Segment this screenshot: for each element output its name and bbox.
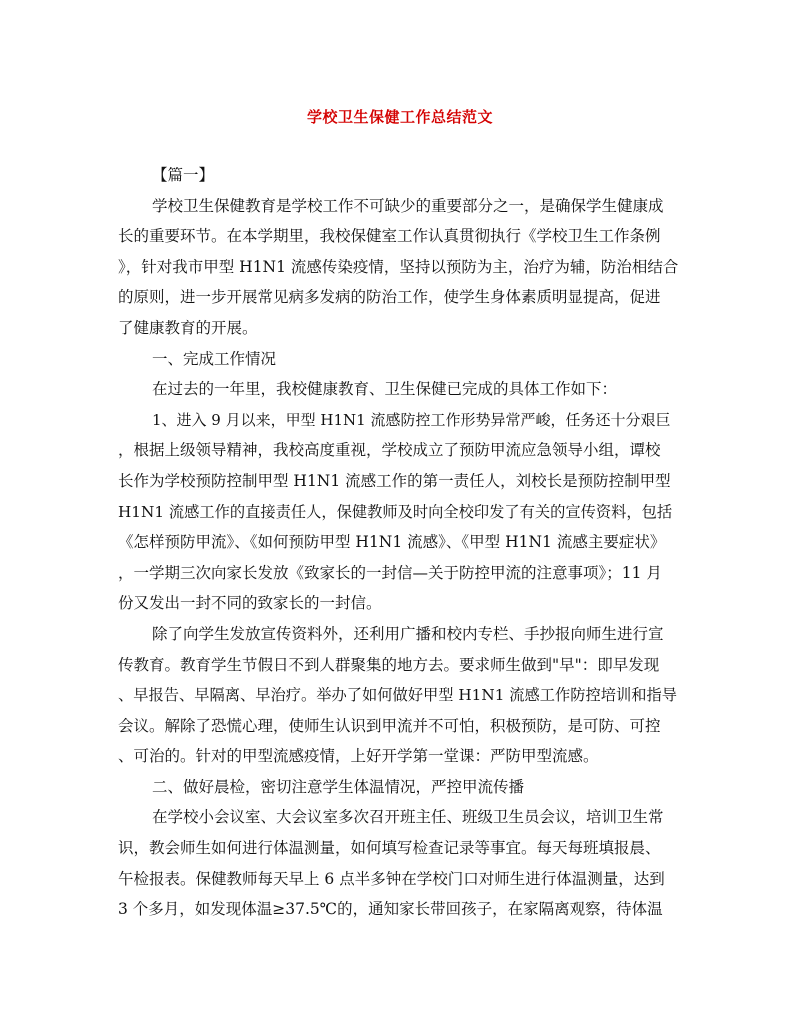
text-line: 午检报表。保健教师每天早上 6 点半多钟在学校门口对师生进行体温测量，达到: [118, 869, 665, 888]
text-line: 长作为学校预防控制甲型 H1N1 流感工作的第一责任人，刘校长是预防控制甲型: [118, 471, 671, 490]
text-line: 二、做好晨检，密切注意学生体温情况，严控甲流传播: [152, 777, 525, 796]
document-body: [118, 160, 678, 925]
text-line: 除了向学生发放宣传资料外，还利用广播和校内专栏、手抄报向师生进行宣: [152, 624, 664, 643]
text-line: ，根据上级领导精神，我校高度重视，学校成立了预防甲流应急领导小组，谭校: [118, 441, 661, 460]
text-line: 、早报告、早隔离、早治疗。举办了如何做好甲型 H1N1 流感工作防控培训和指导: [118, 686, 677, 705]
text-line: 》，针对我市甲型 H1N1 流感传染疫情，坚持以预防为主，治疗为辅，防治相结合: [118, 257, 678, 276]
text-line: ，一学期三次向家长发放《致家长的一封信—关于防控甲流的注意事项》；11 月: [118, 563, 662, 582]
text-line: 识，教会师生如何进行体温测量，如何填写检查记录等事宜。每天每班填报晨、: [118, 839, 661, 858]
text-line: 会议。解除了恐慌心理，使师生认识到甲流并不可怕，积极预防，是可防、可控: [118, 716, 661, 735]
text-line: 在学校小会议室、大会议室多次召开班主任、班级卫生员会议，培训卫生常: [152, 808, 664, 827]
document-title: 学校卫生保健工作总结范文: [306, 108, 493, 126]
text-line: 的原则，进一步开展常见病多发病的防治工作，使学生身体素质明显提高，促进: [118, 288, 661, 307]
text-line: 份又发出一封不同的致家长的一封信。: [118, 594, 382, 613]
text-line: 长的重要环节。在本学期里，我校保健室工作认真贯彻执行《学校卫生工作条例: [118, 227, 661, 246]
text-line: 《怎样预防甲流》、《如何预防甲型 H1N1 流感》、《甲型 H1N1 流感主要症状》: [118, 533, 666, 552]
text-line: 、可治的。针对的甲型流感疫情，上好开学第一堂课：严防甲型流感。: [118, 747, 599, 766]
text-line: 在过去的一年里，我校健康教育、卫生保健已完成的具体工作如下：: [152, 380, 618, 399]
text-line: 【篇一】: [152, 166, 215, 184]
text-line: 3 个多月，如发现体温≥37.5℃的，通知家长带回孩子，在家隔离观察，待体温: [118, 900, 663, 919]
text-line: 一、完成工作情况: [152, 349, 277, 368]
text-line: 1、进入 9 月以来，甲型 H1N1 流感防控工作形势异常严峻，任务还十分艰巨: [152, 410, 671, 429]
text-line: 传教育。教育学生节假日不到人群聚集的地方去。要求师生做到"早"：即早发现: [118, 655, 660, 674]
text-line: H1N1 流感工作的直接责任人，保健教师及时向全校印发了有关的宣传资料，包括: [118, 502, 673, 521]
text-line: 了健康教育的开展。: [118, 318, 258, 337]
text-line: 学校卫生保健教育是学校工作不可缺少的重要部分之一，是确保学生健康成: [152, 196, 664, 215]
